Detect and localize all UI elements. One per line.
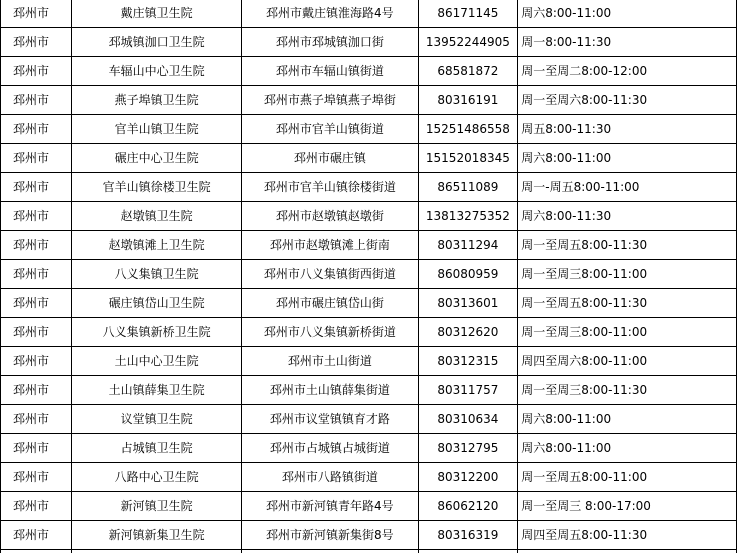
clinic-name-cell[interactable]: 新河镇卫生院 [72, 492, 242, 521]
address-cell[interactable]: 邳州市八路镇街道 [242, 463, 419, 492]
table-row [1, 492, 737, 521]
clinic-name-cell[interactable]: 碾庄镇岱山卫生院 [72, 289, 242, 318]
clinic-name-cell[interactable]: 碾庄中心卫生院 [72, 144, 242, 173]
phone-cell[interactable]: 80312315 [418, 347, 518, 376]
clinic-name-cell[interactable]: 议堂镇卫生院 [72, 405, 242, 434]
phone-cell[interactable]: 80311757 [418, 376, 518, 405]
table-row [1, 231, 737, 260]
phone-cell[interactable]: 13952244905 [418, 28, 518, 57]
table-row [1, 28, 737, 57]
clinic-name-cell[interactable]: 赵墩镇卫生院 [72, 202, 242, 231]
hours-cell[interactable]: 周一至周五8:00-11:00 [518, 463, 737, 492]
city-cell[interactable]: 邳州市 [1, 463, 72, 492]
clinic-table-body [1, 0, 737, 553]
clinic-name-cell[interactable]: 邳城镇泇口卫生院 [72, 28, 242, 57]
address-cell[interactable]: 邳州市八义集镇新桥街道 [242, 318, 419, 347]
address-cell[interactable]: 邳州市新河镇新集街8号 [242, 521, 419, 550]
hours-cell[interactable]: 周一至周五8:00-11:30 [518, 289, 737, 318]
hours-cell[interactable]: 周五8:00-11:30 [518, 115, 737, 144]
city-cell[interactable]: 邳州市 [1, 144, 72, 173]
table-row [1, 144, 737, 173]
table-row [1, 434, 737, 463]
table-row [1, 318, 737, 347]
address-cell[interactable]: 邳州市新河镇青年路4号 [242, 492, 419, 521]
phone-cell[interactable]: 68581872 [418, 57, 518, 86]
city-cell[interactable]: 邳州市 [1, 28, 72, 57]
table-row [1, 405, 737, 434]
city-cell[interactable]: 邳州市 [1, 405, 72, 434]
table-row [1, 86, 737, 115]
hours-cell[interactable]: 周六8:00-11:00 [518, 0, 737, 28]
address-cell[interactable]: 邳州市碾庄镇岱山街 [242, 289, 419, 318]
city-cell[interactable] [1, 550, 72, 553]
hours-cell[interactable]: 周六8:00-11:00 [518, 434, 737, 463]
address-cell[interactable] [242, 550, 419, 553]
table-row [1, 463, 737, 492]
hours-cell[interactable]: 周一至周三8:00-11:30 [518, 376, 737, 405]
address-cell[interactable]: 邳州市邳城镇泇口街 [242, 28, 419, 57]
hours-cell[interactable]: 周四至周五8:00-11:30 [518, 521, 737, 550]
hours-cell[interactable]: 周一至周六8:00-11:30 [518, 86, 737, 115]
table-row [1, 0, 737, 28]
hours-cell[interactable]: 周六8:00-11:30 [518, 202, 737, 231]
clinic-name-cell[interactable]: 八义集镇卫生院 [72, 260, 242, 289]
table-row [1, 115, 737, 144]
phone-cell[interactable]: 80310634 [418, 405, 518, 434]
phone-cell[interactable]: 80312200 [418, 463, 518, 492]
hours-cell[interactable]: 周一至周五8:00-11:30 [518, 231, 737, 260]
phone-cell[interactable]: 80312620 [418, 318, 518, 347]
phone-cell[interactable]: 86511089 [418, 173, 518, 202]
table-row [1, 57, 737, 86]
address-cell[interactable]: 邳州市官羊山镇街道 [242, 115, 419, 144]
phone-cell[interactable]: 13813275352 [418, 202, 518, 231]
table-row [1, 550, 737, 553]
city-cell[interactable]: 邳州市 [1, 231, 72, 260]
phone-cell[interactable]: 86080959 [418, 260, 518, 289]
phone-cell[interactable]: 86171145 [418, 0, 518, 28]
clinic-name-cell[interactable]: 占城镇卫生院 [72, 434, 242, 463]
city-cell[interactable]: 邳州市 [1, 173, 72, 202]
table-row [1, 347, 737, 376]
address-cell[interactable]: 邳州市官羊山镇徐楼街道 [242, 173, 419, 202]
city-cell[interactable]: 邳州市 [1, 0, 72, 28]
hours-cell[interactable]: 周一-周五8:00-11:00 [518, 173, 737, 202]
phone-cell[interactable]: 80313601 [418, 289, 518, 318]
address-cell[interactable]: 邳州市议堂镇镇育才路 [242, 405, 419, 434]
address-cell[interactable]: 邳州市土山街道 [242, 347, 419, 376]
city-cell[interactable]: 邳州市 [1, 202, 72, 231]
table-row [1, 173, 737, 202]
hours-cell[interactable]: 周一8:00-11:30 [518, 28, 737, 57]
hours-cell[interactable]: 周一至周三8:00-11:00 [518, 260, 737, 289]
clinic-name-cell[interactable]: 新河镇新集卫生院 [72, 521, 242, 550]
address-cell[interactable]: 邳州市土山镇薛集街道 [242, 376, 419, 405]
phone-cell[interactable]: 15152018345 [418, 144, 518, 173]
address-cell[interactable]: 邳州市赵墩镇滩上街南 [242, 231, 419, 260]
phone-cell[interactable]: 80311294 [418, 231, 518, 260]
city-cell[interactable]: 邳州市 [1, 57, 72, 86]
city-cell[interactable]: 邳州市 [1, 434, 72, 463]
hours-cell[interactable]: 周一至周二8:00-12:00 [518, 57, 737, 86]
hours-cell[interactable]: 周六8:00-11:00 [518, 405, 737, 434]
clinic-name-cell[interactable]: 车辐山中心卫生院 [72, 57, 242, 86]
hours-cell[interactable]: 周六8:00-11:00 [518, 144, 737, 173]
table-row [1, 289, 737, 318]
phone-cell[interactable]: 86062120 [418, 492, 518, 521]
table-row [1, 376, 737, 405]
city-cell[interactable]: 邳州市 [1, 347, 72, 376]
clinic-name-cell[interactable]: 土山镇薛集卫生院 [72, 376, 242, 405]
phone-cell[interactable]: 80316319 [418, 521, 518, 550]
phone-cell[interactable]: 15251486558 [418, 115, 518, 144]
city-cell[interactable]: 邳州市 [1, 521, 72, 550]
city-cell[interactable]: 邳州市 [1, 86, 72, 115]
clinic-name-cell[interactable]: 戴庄镇卫生院 [72, 0, 242, 28]
clinic-name-cell[interactable]: 官羊山镇卫生院 [72, 115, 242, 144]
clinic-name-cell[interactable]: 八路中心卫生院 [72, 463, 242, 492]
address-cell[interactable]: 邳州市戴庄镇淮海路4号 [242, 0, 419, 28]
table-row [1, 260, 737, 289]
city-cell[interactable]: 邳州市 [1, 376, 72, 405]
clinic-name-cell[interactable] [72, 550, 242, 553]
address-cell[interactable]: 邳州市燕子埠镇燕子埠街 [242, 86, 419, 115]
city-cell[interactable]: 邳州市 [1, 318, 72, 347]
clinic-name-cell[interactable]: 燕子埠镇卫生院 [72, 86, 242, 115]
hours-cell[interactable]: 周一至周三8:00-11:00 [518, 318, 737, 347]
phone-cell[interactable] [418, 550, 518, 553]
phone-cell[interactable]: 80316191 [418, 86, 518, 115]
hours-cell[interactable]: 周四至周六8:00-11:00 [518, 347, 737, 376]
address-cell[interactable]: 邳州市占城镇占城街道 [242, 434, 419, 463]
clinic-name-cell[interactable]: 官羊山镇徐楼卫生院 [72, 173, 242, 202]
clinic-name-cell[interactable]: 土山中心卫生院 [72, 347, 242, 376]
clinic-name-cell[interactable]: 赵墩镇滩上卫生院 [72, 231, 242, 260]
phone-cell[interactable]: 80312795 [418, 434, 518, 463]
clinic-name-cell[interactable]: 八义集镇新桥卫生院 [72, 318, 242, 347]
city-cell[interactable]: 邳州市 [1, 115, 72, 144]
address-cell[interactable]: 邳州市八义集镇街西街道 [242, 260, 419, 289]
city-cell[interactable]: 邳州市 [1, 492, 72, 521]
table-row [1, 521, 737, 550]
address-cell[interactable]: 邳州市车辐山镇街道 [242, 57, 419, 86]
city-cell[interactable]: 邳州市 [1, 260, 72, 289]
address-cell[interactable]: 邳州市碾庄镇 [242, 144, 419, 173]
hours-cell[interactable]: 周一至周三 8:00-17:00 [518, 492, 737, 521]
city-cell[interactable]: 邳州市 [1, 289, 72, 318]
address-cell[interactable]: 邳州市赵墩镇赵墩街 [242, 202, 419, 231]
table-row [1, 202, 737, 231]
hours-cell[interactable] [518, 550, 737, 553]
